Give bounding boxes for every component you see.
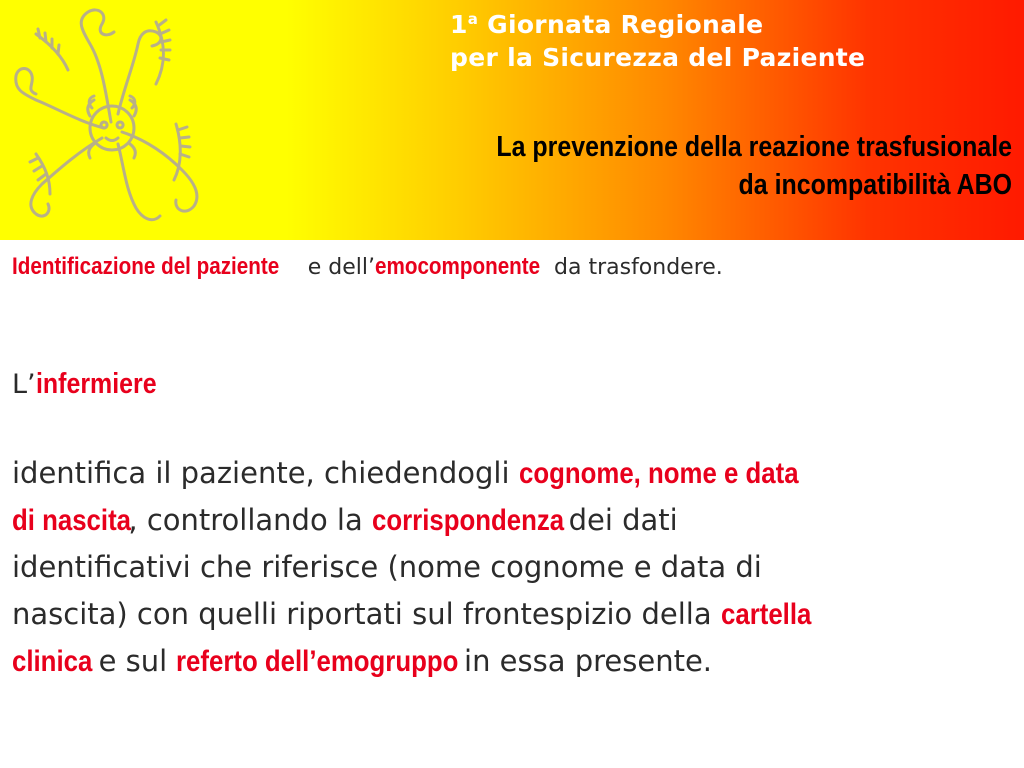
paragraph-text: e sul (89, 644, 177, 678)
paragraph-line-5 (12, 638, 1016, 685)
talk-title-line-2: da incompatibilità ABO (738, 169, 1012, 201)
paragraph-text: identifica il paziente, chiedendogli (12, 456, 519, 490)
subject-prefix: L’ (12, 369, 36, 400)
emphasis-name-surname-dob: cognome, nome e data (518, 457, 799, 490)
emphasis-blood-group-report: referto dell’emogruppo (176, 645, 459, 678)
slide-content (12, 250, 1016, 685)
emphasis-clinical-record: cartella (720, 598, 812, 631)
paragraph-text: , controllando la (128, 503, 372, 537)
emphasis-correspondence: corrispondenza (371, 504, 565, 537)
paragraph-line-1 (12, 450, 1016, 497)
paragraph-text: dei dati (559, 503, 678, 537)
event-title-text: Giornata Regionale (478, 10, 764, 39)
header-banner (0, 0, 1024, 240)
emphasis-blood-component: emocomponente (374, 253, 541, 280)
paragraph-line-3: identificativi che riferisce (nome cognome e data di (12, 550, 762, 584)
emphasis-patient-identification: Identificazione del paziente (12, 253, 280, 280)
event-title (450, 8, 1020, 74)
emphasis-nurse: infermiere (35, 368, 157, 400)
paragraph-line-2 (12, 497, 1016, 544)
trinacria-emblem-icon (6, 4, 216, 232)
event-edition-number: 1 (450, 10, 468, 39)
paragraph-text: in essa presente. (454, 644, 713, 678)
talk-title-line-1: La prevenzione della reazione trasfusionale (496, 131, 1012, 163)
paragraph-line-4 (12, 591, 1016, 638)
emphasis-clinical: clinica (12, 645, 93, 678)
event-title-line-2: per la Sicurezza del Paziente (450, 43, 866, 72)
event-edition-superscript: a (467, 10, 479, 28)
procedure-paragraph (12, 450, 1016, 685)
intro-text-2: da trasfondere. (547, 255, 723, 280)
paragraph-text: nascita) con quelli riportati sul frontespizio della (12, 597, 721, 631)
intro-text-1: e dell’ (300, 255, 375, 280)
talk-title (410, 128, 1012, 204)
intro-line (12, 250, 1016, 285)
subject-line (12, 367, 1016, 402)
emphasis-birth: di nascita (12, 504, 132, 537)
event-title-line-1 (450, 8, 1020, 41)
